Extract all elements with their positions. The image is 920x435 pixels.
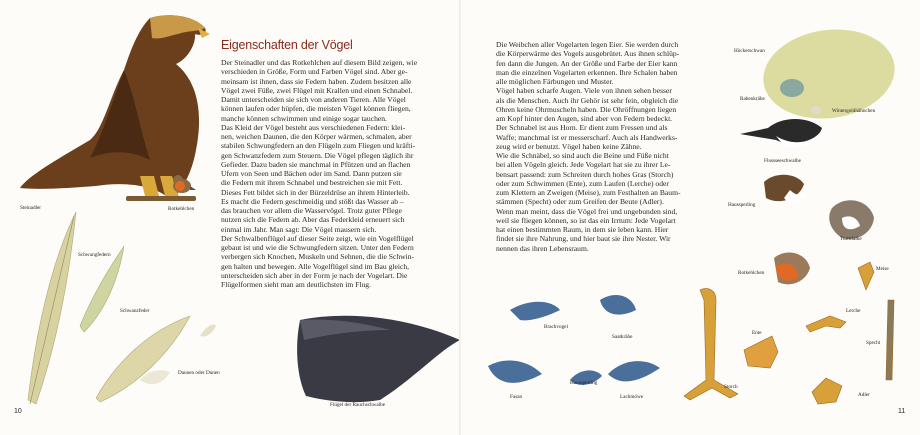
text-line: Es macht die Federn geschmeidig und stößt das Wasser ab – xyxy=(221,196,404,206)
text-line: Die Weibchen aller Vogelarten legen Eier. Sie werden durch xyxy=(496,40,679,49)
text-line: Ufern von Seen und Bächen oder im Sand. Dann putzen sie xyxy=(221,169,402,178)
label-haussperling-flight: Haussperling xyxy=(570,380,598,386)
right-body-text xyxy=(496,40,696,253)
label-turmfalke: Turmfalke xyxy=(840,236,862,242)
label-saatkraehe: Saatkrähe xyxy=(612,334,633,340)
text-line: Der Schwalbenflügel auf dieser Seite zeigt, wie ein Vogelflügel xyxy=(221,233,414,243)
label-steinadler: Steinadler xyxy=(20,205,42,211)
text-line: gen Schwanzfedern zum Steuern. Die Vögel pflegen täglich ihr xyxy=(221,150,414,160)
text-line: Flügelformen sieht man am deutlichsten im Flug. xyxy=(221,280,371,289)
text-line: einmal im Jahr. Man sagt: Die Vögel mausern sich. xyxy=(221,224,377,234)
label-hoeckerschwan: Höckerschwan xyxy=(734,48,765,54)
text-line: bei allen Vögeln gleich. Jede Vogelart hat sie zu ihrer Le- xyxy=(496,160,671,170)
steinadler-illustration xyxy=(20,15,210,201)
text-line: man die einzelnen Vogelarten erkennen. Ihre Schalen haben xyxy=(496,67,678,77)
flight-silhouettes xyxy=(488,295,660,385)
text-line: Der Steinadler und das Rotkehlchen auf diesem Bild zeigen, wie xyxy=(221,58,418,67)
eggs-illustration xyxy=(758,21,901,127)
text-line: meinsam ist ihnen, dass sie Federn haben. Zudem besitzen alle xyxy=(221,76,412,86)
text-line: am Kopf hinter den Augen, sind aber von Federn bedeckt. xyxy=(496,114,673,123)
text-line: die Federn mit ihrem Schnabel und bestreichen sie mit Fett. xyxy=(221,178,403,188)
text-line: als die Menschen. Auch ihr Gehör ist sehr fein, obgleich die xyxy=(496,95,679,105)
text-line: verbergen sich Knochen, Muskeln und Sehnen, die die Schwin- xyxy=(221,252,415,262)
text-line: nennen das ihren Lebensraum. xyxy=(496,243,589,253)
label-fasan: Fasan xyxy=(510,394,523,400)
text-line: Vögel haben scharfe Augen. Viele von ihnen sehen besser xyxy=(496,86,672,96)
label-rotkehlchen: Rotkehlchen xyxy=(168,206,195,212)
text-line: die Körperwärme des Vogels ausgebrütet. Aus ihnen schlüp- xyxy=(496,49,680,59)
text-line: das brauchen vor allem die Wasservögel. Trotz guter Pflege xyxy=(221,206,402,215)
text-line: Wie die Schnäbel, so sind auch die Beine und Füße nicht xyxy=(496,151,669,160)
label-flussseeschwalbe: Flussseeschwalbe xyxy=(764,158,801,164)
text-line: nutzen sich die Federn ab. Aber das Federkleid erneuert sich xyxy=(221,215,405,225)
label-ente: Ente xyxy=(752,330,762,336)
text-line: Gefieder. Dazu baden sie manchmal in Pfützen und an flachen xyxy=(221,159,411,169)
label-brachvogel: Brachvogel xyxy=(544,324,568,330)
label-schwanzfeder: Schwanzfeder xyxy=(120,308,150,314)
text-line: Damit unterscheiden sie sich von anderen Tieren. Alle Vögel xyxy=(221,95,406,104)
text-line: Ohren keine Ohrmuscheln haben. Die Ohröffnungen liegen xyxy=(496,104,677,114)
label-schwungfedern: Schwungfedern xyxy=(78,252,111,258)
text-line: findet sie ihre Nahrung, und hier baut sie ihre Nester. Wir xyxy=(496,234,671,244)
text-line: zum Klettern an Zweigen (Meise), zum Festhalten an Baum- xyxy=(496,188,681,197)
label-rotkehlchen-head: Rotkehlchen xyxy=(738,270,765,276)
label-rabenkraehe: Rabenkrähe xyxy=(740,96,765,102)
text-line: alle möglichen Färbungen und Muster. xyxy=(496,77,614,86)
text-line: Waffe; manchmal ist er messerscharf. Auch als Handwerks- xyxy=(496,132,678,142)
bird-heads-illustration xyxy=(740,119,874,284)
text-line: Dieses Fett bildet sich in der Bürzeldrüse an ihrem Hinterleib. xyxy=(221,187,410,197)
text-line: Das Kleid der Vögel besteht aus verschiedenen Federn: klei- xyxy=(221,122,406,132)
text-line: nen, weichen Daunen, die den Körper wärmen, schmalen, aber xyxy=(221,132,412,141)
label-fluegel: Flügel der Rauchschwalbe xyxy=(330,402,386,408)
label-wintergoldhaehnchen: Wintergoldhähnchen xyxy=(832,108,876,114)
text-line: hat einen bestimmten Raum, in dem sie leben kann. Hier xyxy=(496,225,669,234)
text-line: Der Schnabel ist aus Horn. Er dient zum Fressen und als xyxy=(496,123,668,133)
text-line: Wenn man meint, dass die Vögel frei und ungebunden sind, xyxy=(496,206,678,216)
swallow-wing-illustration xyxy=(297,316,460,402)
label-lerche: Lerche xyxy=(846,308,861,314)
label-specht: Specht xyxy=(866,340,881,346)
text-line: verschieden in Größe, Form und Farben Vögel sind. Aber ge- xyxy=(221,67,408,77)
text-line: bensart passend: zum Schreiten durch hohes Gras (Storch) xyxy=(496,169,674,179)
label-daunen: Daunen oder Dunen xyxy=(178,370,220,376)
text-line: stämmen (Specht) oder zum Greifen der Beute (Adler). xyxy=(496,197,664,207)
label-lachmoewe: Lachmöwe xyxy=(620,394,644,400)
text-line: Vögel zwei Füße, zwei Flügel mit Krallen und einen Schnabel. xyxy=(221,85,413,95)
book-gutter xyxy=(459,0,461,435)
text-line: unterscheiden sich aber in der Form je nach der Vogelart. Die xyxy=(221,270,408,280)
label-adler: Adler xyxy=(858,392,870,398)
text-line: oder zum Schwimmen (Ente), zum Laufen (Lerche) oder xyxy=(496,178,669,188)
page-heading: Eigenschaften der Vögel xyxy=(221,38,353,52)
page-number-left: 10 xyxy=(14,408,22,415)
label-meise: Meise xyxy=(876,266,889,272)
text-line: können laufen oder hüpfen, die meisten Vögel können fliegen, xyxy=(221,104,411,114)
text-line: manche können schwimmen und einige sogar tauchen. xyxy=(221,113,387,123)
text-line: gebaut ist und wie die Schwungfedern sitzen. Unter den Federn xyxy=(221,243,414,252)
text-line: fen dann die Jungen. An der Größe und Farbe der Eier kann xyxy=(496,58,678,68)
text-line: gen halten und bewegen. Alle Vogelflügel sind im Bau gleich, xyxy=(221,261,410,271)
text-line: zeug wird er benutzt. Vögel haben keine Zähne. xyxy=(496,141,642,151)
text-line: weil sie fliegen können, so ist das ein Irrtum: Jede Vogelart xyxy=(496,215,676,225)
page-number-right: 11 xyxy=(898,408,906,415)
label-storch: Storch xyxy=(724,384,738,390)
left-body-text xyxy=(221,58,451,289)
label-haussperling-head: Haussperling xyxy=(728,202,756,208)
text-line: stabilen Schwungfedern an den Flügeln zum Fliegen und kräfti- xyxy=(221,141,416,151)
